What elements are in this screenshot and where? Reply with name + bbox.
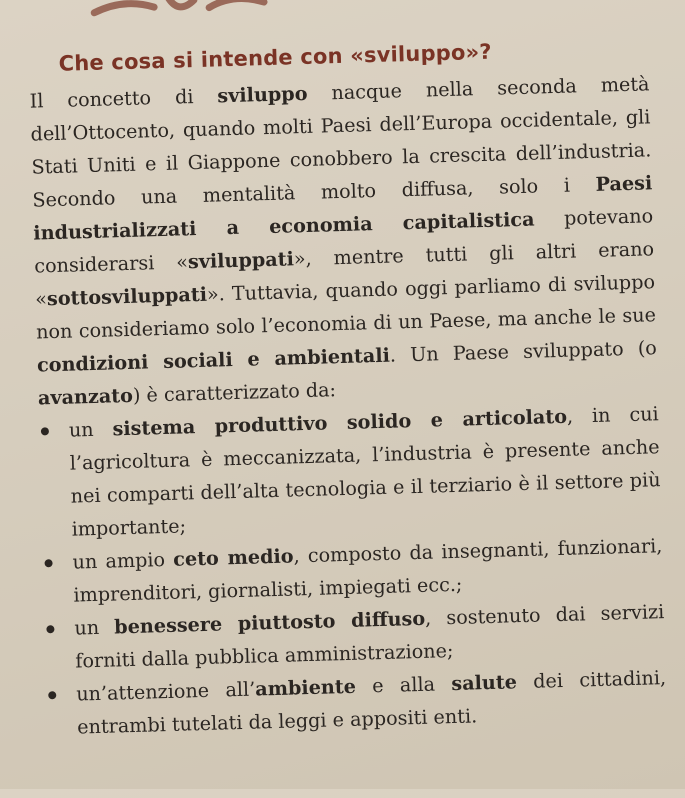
term-paesi-industrializzati: Paesi industrializzati a economia capitalistica [33,171,653,245]
list-item: un benessere piuttosto diffuso, sostenuto dai servizi forniti dalla pubblica amministrazione; [44,595,666,678]
term-sottosviluppati: sottosviluppati [46,282,208,311]
section-question-title: Che cosa si intende con «sviluppo»? [58,39,493,76]
term-condizioni: condizioni sociali e ambientali [36,343,391,377]
list-item: un ampio ceto medio, composto da insegnanti, funzionari, imprenditori, giornalisti, impiegati ecc.; [42,529,664,612]
main-body [29,67,667,744]
term-sviluppo: sviluppo [217,81,308,108]
term-sviluppati: sviluppati [187,247,295,274]
intro-paragraph: Il concetto di sviluppo nacque nella seconda metà dell’Ottocento, quando molti Paesi dell’Europa occidentale, gli Stati Uniti e il Giappone conobbero la crescita dell’industria. Secondo una mentalità molto diffusa, solo i Paesi industrializzati a economia capitalistica potevano considerarsi «sviluppati», mentre tutti gli altri erano «sottosviluppati». Tuttavia, quando oggi parliamo di sviluppo non consideriamo solo l’economia di un Paese, ma anche le sue condizioni sociali e ambientali. Un Paese sviluppato (o avanzato) è caratterizzato da: [29,72,658,410]
bullet-icon [44,559,52,567]
term-avanzato: avanzato [37,383,134,410]
bullet-icon [41,427,49,435]
cropped-heading-fragment [84,0,285,19]
list-item: un sistema produttivo solido e articolato, in cui l’agricoltura è meccanizzata, l’industria è presente anche nei comparti dell’alta tecnologia e il terziario è il settore più importante; [38,397,661,546]
characteristics-list [38,397,667,744]
bullet-icon [46,625,54,633]
list-item: un’attenzione all’ambiente e alla salute dei cittadini, entrambi tutelati da leggi e appositi enti. [46,661,668,744]
bullet-icon [48,691,56,699]
